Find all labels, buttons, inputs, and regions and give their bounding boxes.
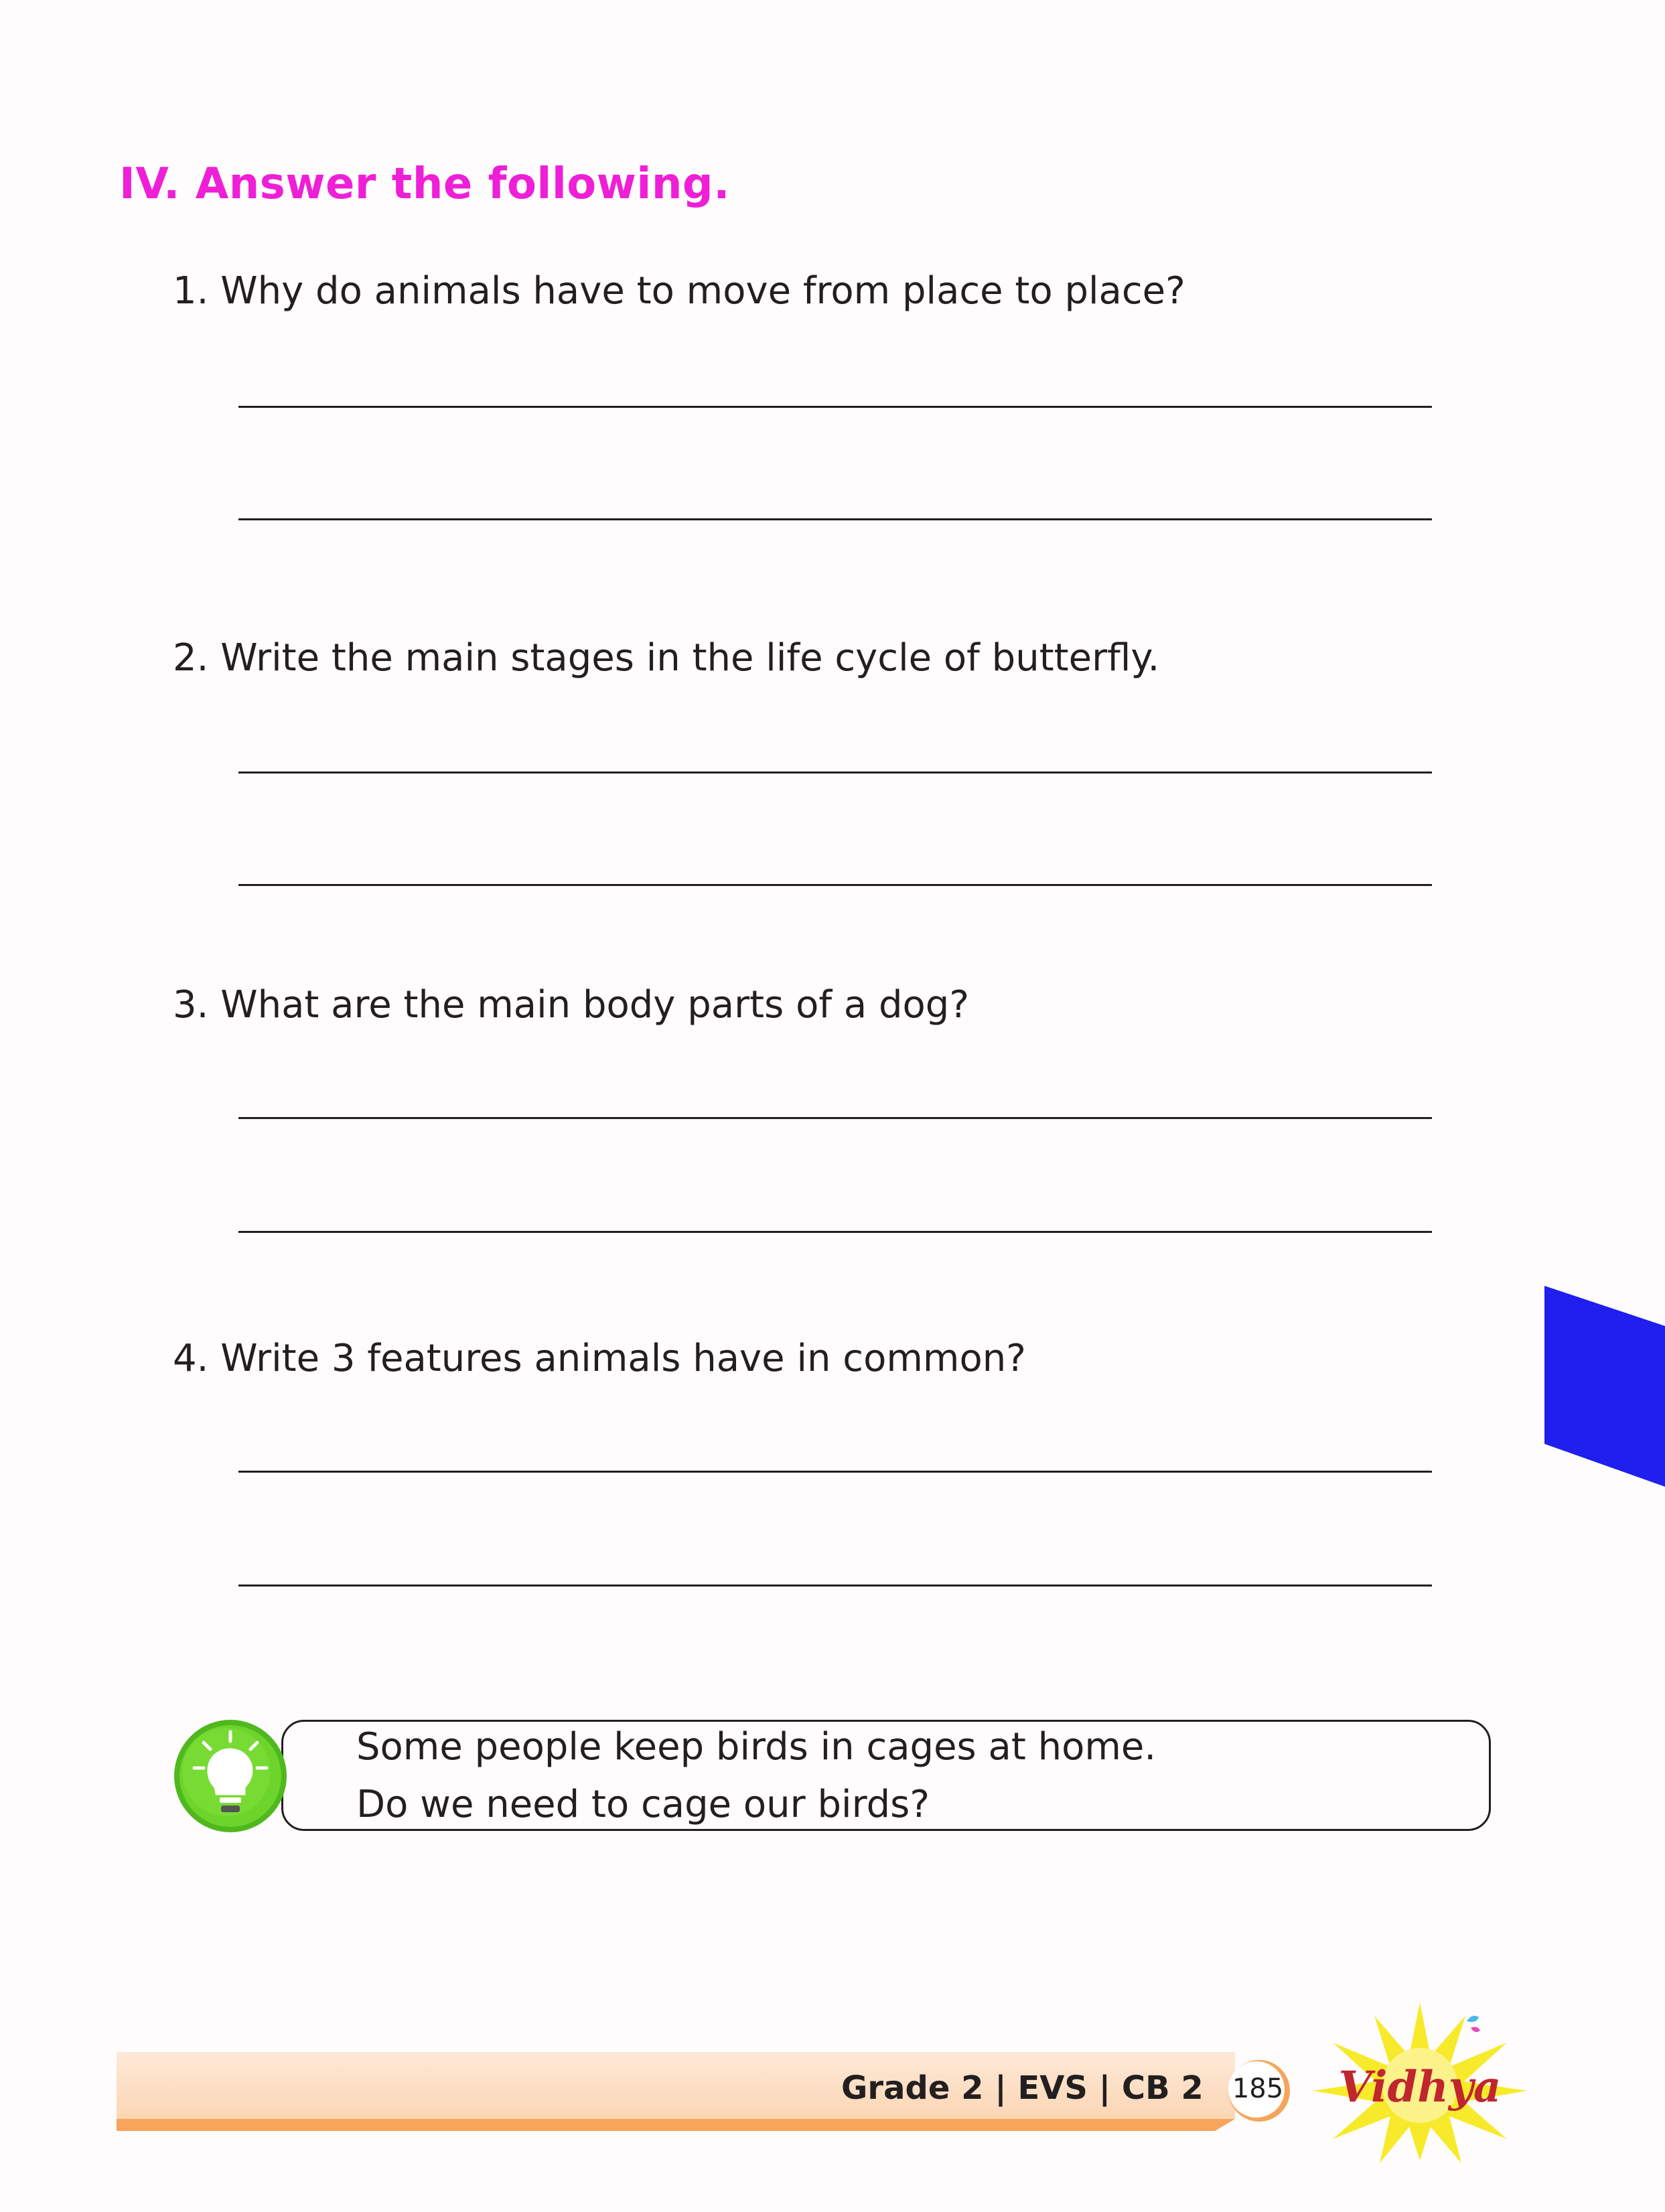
answer-line-3a[interactable] xyxy=(238,1117,1432,1119)
question-3: 3. What are the main body parts of a dog? xyxy=(173,983,970,1027)
question-2: 2. Write the main stages in the life cycle of butterfly. xyxy=(173,636,1160,680)
tip-line-2: Do we need to cage our birds? xyxy=(356,1783,930,1826)
answer-line-2a[interactable] xyxy=(238,771,1432,773)
answer-line-4b[interactable] xyxy=(238,1584,1432,1587)
footer-label: Grade 2 | EVS | CB 2 xyxy=(841,2069,1204,2107)
section-heading: IV. Answer the following. xyxy=(119,159,730,209)
page-number: 185 xyxy=(1232,2073,1284,2104)
answer-line-2b[interactable] xyxy=(238,884,1432,886)
logo-text: Vidhya xyxy=(1338,2062,1502,2112)
answer-line-1b[interactable] xyxy=(238,518,1432,520)
answer-line-4a[interactable] xyxy=(238,1471,1432,1473)
vidhya-logo xyxy=(1306,2002,1534,2163)
tip-line-1: Some people keep birds in cages at home. xyxy=(356,1725,1157,1769)
answer-line-1a[interactable] xyxy=(238,406,1432,408)
question-1: 1. Why do animals have to move from place to place? xyxy=(173,269,1185,313)
answer-line-3b[interactable] xyxy=(238,1231,1432,1233)
chapter-tab xyxy=(1540,1286,1665,1487)
lightbulb-icon xyxy=(171,1717,289,1835)
question-4: 4. Write 3 features animals have in common? xyxy=(173,1337,1026,1380)
